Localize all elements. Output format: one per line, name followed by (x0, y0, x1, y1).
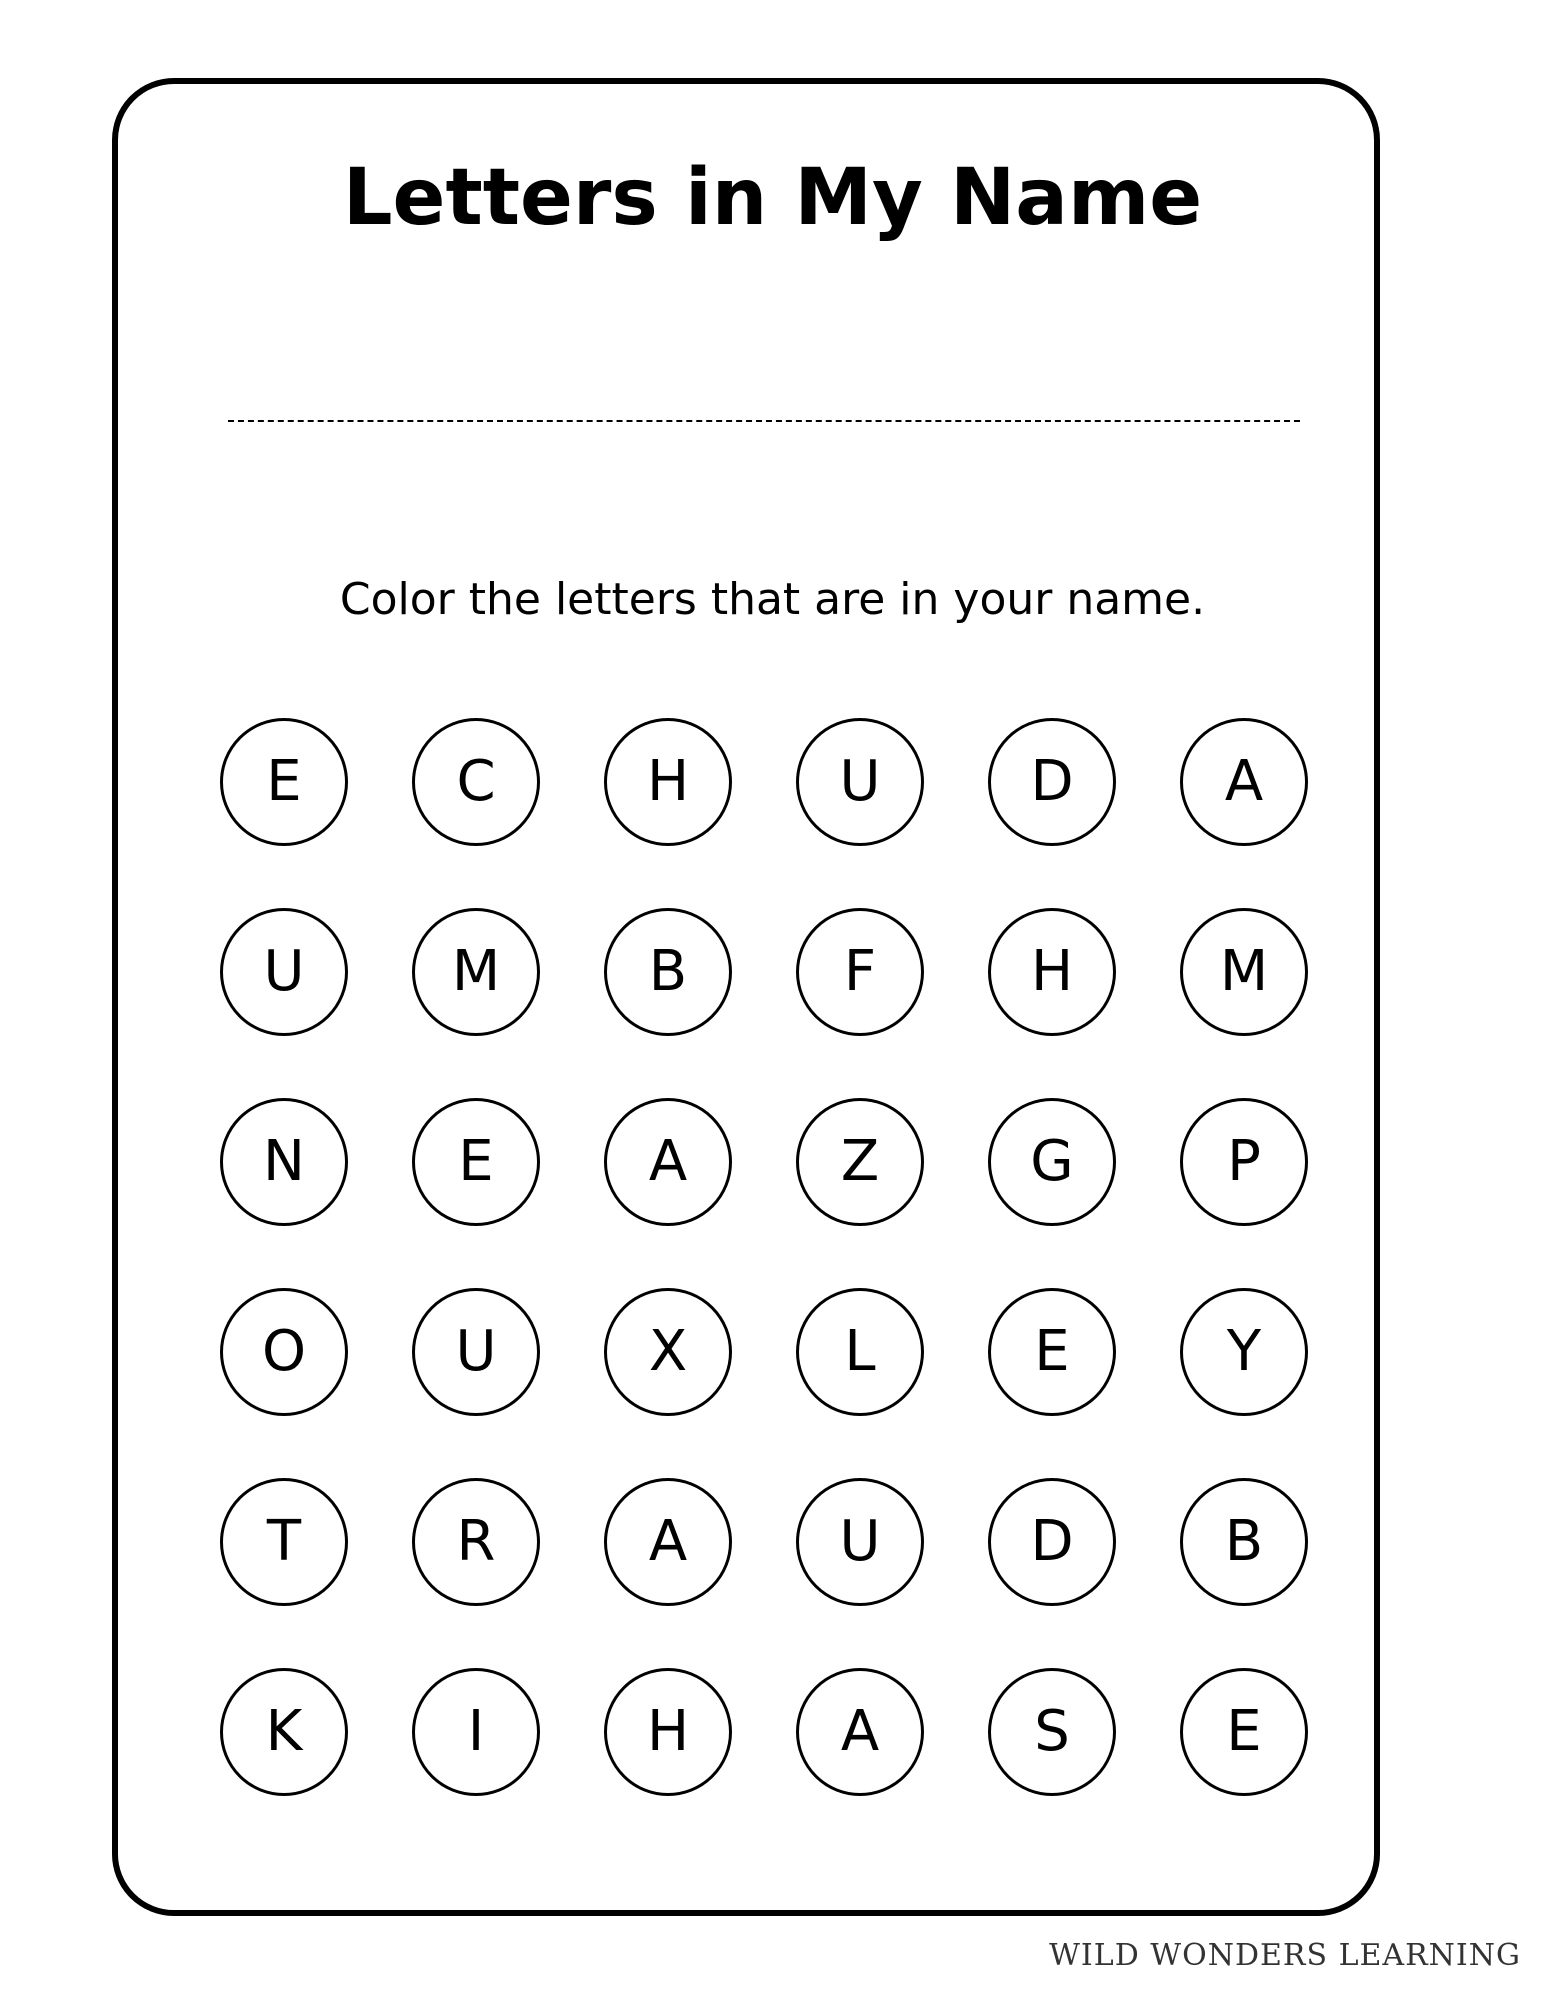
instruction-text: Color the letters that are in your name. (339, 574, 1206, 625)
letter-circle[interactable]: E (988, 1288, 1116, 1416)
publisher-footer: WILD WONDERS LEARNING (1049, 1938, 1521, 1973)
letter-circle[interactable]: A (1180, 718, 1308, 846)
letter-circle[interactable]: S (988, 1668, 1116, 1796)
letter-circle[interactable]: A (604, 1478, 732, 1606)
letter-circle[interactable]: U (220, 908, 348, 1036)
letter-circle[interactable]: K (220, 1668, 348, 1796)
letter-circle[interactable]: D (988, 718, 1116, 846)
letter-circle[interactable]: T (220, 1478, 348, 1606)
worksheet-title: Letters in My Name (342, 153, 1203, 243)
letter-circle[interactable]: H (604, 1668, 732, 1796)
letter-circle[interactable]: E (220, 718, 348, 846)
letter-circle[interactable]: U (412, 1288, 540, 1416)
letter-circle[interactable]: B (604, 908, 732, 1036)
letter-circle[interactable]: X (604, 1288, 732, 1416)
letter-circle[interactable]: F (796, 908, 924, 1036)
letter-circle[interactable]: G (988, 1098, 1116, 1226)
letter-circle[interactable]: A (796, 1668, 924, 1796)
letter-circle[interactable]: M (412, 908, 540, 1036)
letter-circle[interactable]: H (988, 908, 1116, 1036)
name-writing-line[interactable] (228, 420, 1300, 422)
letter-circle[interactable]: H (604, 718, 732, 846)
letter-circle[interactable]: Y (1180, 1288, 1308, 1416)
letter-circle[interactable]: O (220, 1288, 348, 1416)
letter-circle[interactable]: A (604, 1098, 732, 1226)
letter-circle[interactable]: P (1180, 1098, 1308, 1226)
letter-circle[interactable]: E (412, 1098, 540, 1226)
letter-grid (220, 718, 1312, 1812)
letter-circle[interactable]: D (988, 1478, 1116, 1606)
letter-circle[interactable]: L (796, 1288, 924, 1416)
letter-circle[interactable]: I (412, 1668, 540, 1796)
letter-circle[interactable]: R (412, 1478, 540, 1606)
letter-circle[interactable]: C (412, 718, 540, 846)
letter-circle[interactable]: U (796, 718, 924, 846)
letter-circle[interactable]: M (1180, 908, 1308, 1036)
letter-circle[interactable]: B (1180, 1478, 1308, 1606)
letter-circle[interactable]: N (220, 1098, 348, 1226)
letter-circle[interactable]: Z (796, 1098, 924, 1226)
letter-circle[interactable]: E (1180, 1668, 1308, 1796)
letter-circle[interactable]: U (796, 1478, 924, 1606)
